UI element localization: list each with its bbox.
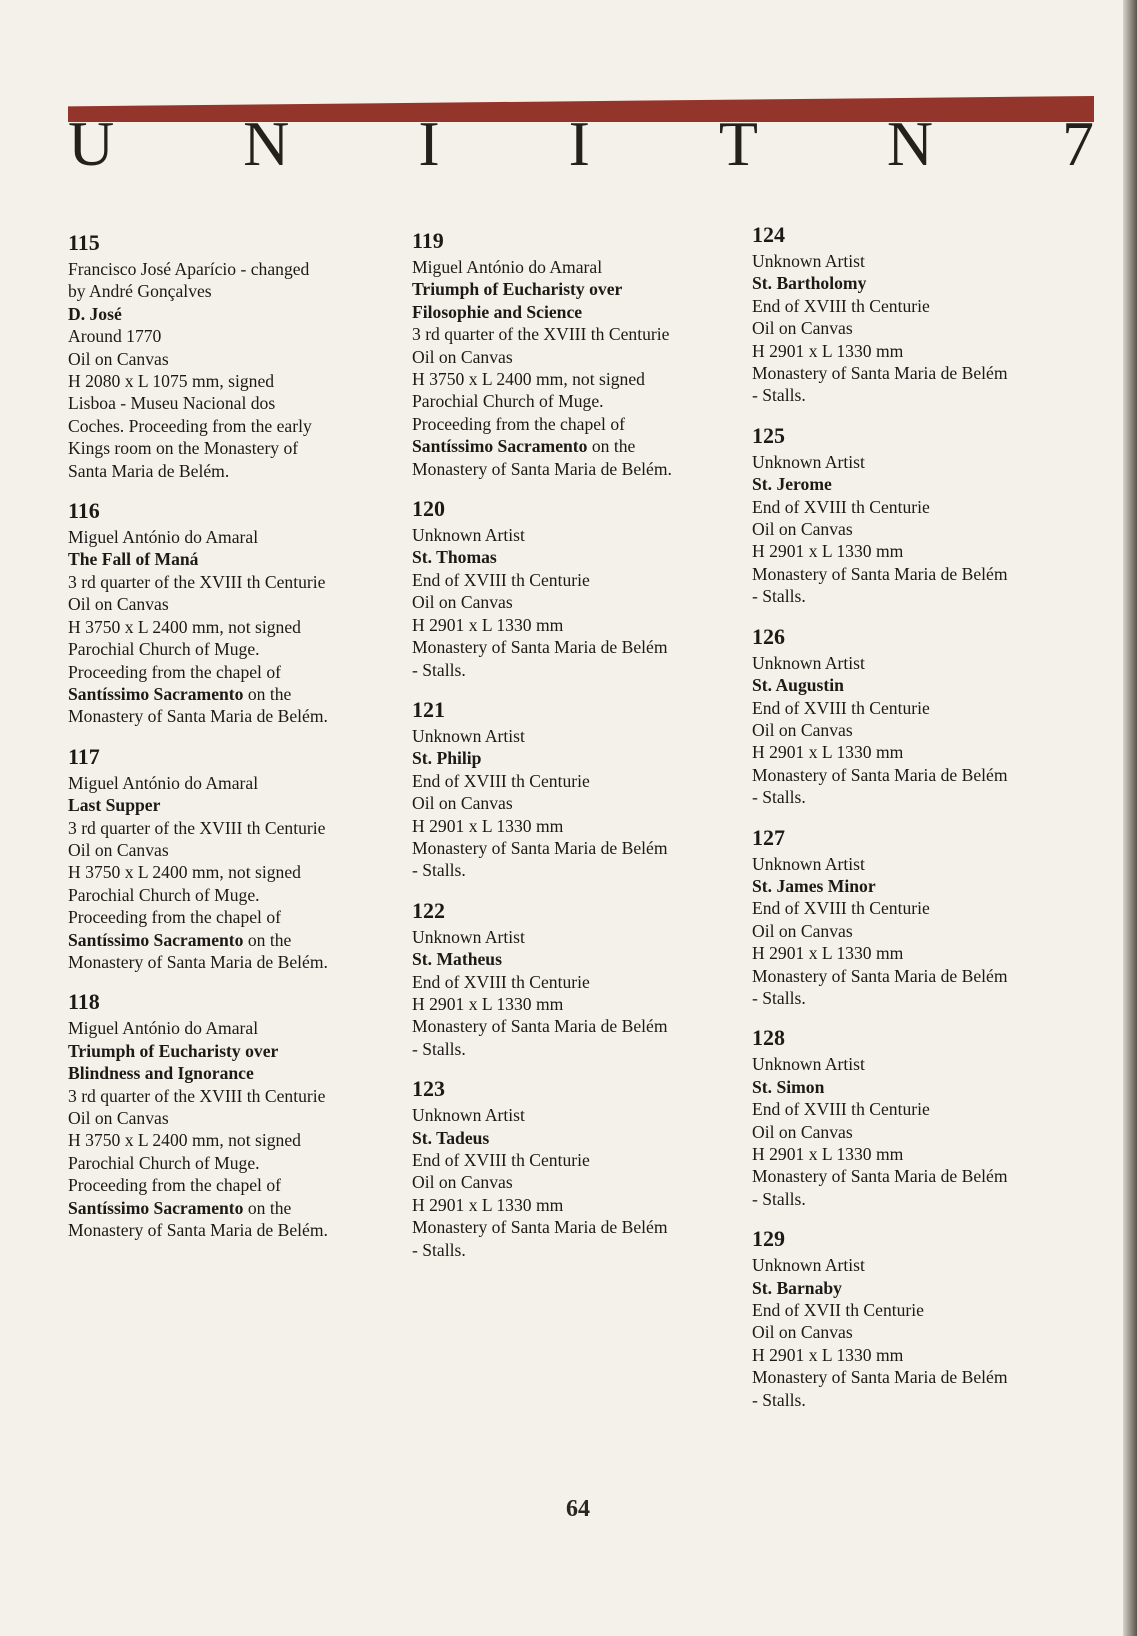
entry-line: Oil on Canvas <box>412 346 513 367</box>
entry-line: Monastery of Santa Maria de Belém. <box>68 951 328 972</box>
entry-line: H 3750 x L 2400 mm, not signed <box>68 1130 301 1151</box>
entry-line-rest: on the <box>243 683 292 704</box>
entry-line-rest: on the <box>243 929 292 950</box>
entry-line: - Stalls. <box>412 659 466 680</box>
unit-letter: N <box>243 108 290 179</box>
entry-number: 118 <box>68 989 100 1015</box>
entry-line: Unknown Artist <box>752 1054 865 1075</box>
entry-line: Oil on Canvas <box>752 519 853 540</box>
entry-line: H 3750 x L 2400 mm, not signed <box>68 616 301 637</box>
entry-line: - Stalls. <box>752 1389 806 1410</box>
entry-line: - Stalls. <box>412 1239 466 1260</box>
entry-line: Francisco José Aparício - changed <box>68 259 310 279</box>
entry-line: H 2901 x L 1330 mm <box>752 1144 904 1164</box>
entry-number: 115 <box>68 230 100 255</box>
unit-letter: I <box>418 108 440 179</box>
entry-line: Oil on Canvas <box>68 348 169 369</box>
entry-line: - Stalls. <box>752 787 806 808</box>
entry-line: Unknown Artist <box>412 525 525 546</box>
entry-line: Monastery of Santa Maria de Belém <box>752 563 1008 584</box>
entry-line: H 2901 x L 1330 mm <box>412 614 564 635</box>
catalogue-entry <box>752 222 1072 407</box>
entry-line: Monastery of Santa Maria de Belém <box>752 1367 1008 1388</box>
entry-line: Unknown Artist <box>752 853 865 874</box>
entry-number: 116 <box>68 498 100 524</box>
entry-line: Miguel António do Amaral <box>68 1018 259 1039</box>
unit-letter: U <box>68 108 115 179</box>
entry-line: H 2901 x L 1330 mm <box>412 1194 564 1215</box>
entry-line: Monastery of Santa Maria de Belém. <box>412 458 672 479</box>
artwork-title: Filosophie and Science <box>412 301 583 322</box>
entry-line-bold: Santíssimo Sacramento <box>68 1197 244 1218</box>
entry-line: Proceeding from the chapel of <box>68 1175 281 1196</box>
entry-line: - Stalls. <box>752 987 806 1008</box>
unit-letter: I <box>568 108 590 179</box>
artwork-title: St. Jerome <box>752 474 832 495</box>
entry-line: Proceeding from the chapel of <box>68 907 281 928</box>
entry-line: - Stalls. <box>752 1188 806 1209</box>
entry-line: Monastery of Santa Maria de Belém <box>752 965 1008 986</box>
entry-line: Oil on Canvas <box>752 1322 853 1343</box>
artwork-title: Triumph of Eucharisty over <box>68 1040 279 1061</box>
entry-line: Kings room on the Monastery of <box>68 438 299 459</box>
entry-line: Oil on Canvas <box>752 1121 853 1142</box>
entry-line: Proceeding from the chapel of <box>412 413 625 434</box>
page-edge-shadow <box>1123 0 1137 1636</box>
catalogue-entry <box>412 228 742 480</box>
entry-number: 123 <box>412 1076 445 1102</box>
entry-line <box>412 435 742 457</box>
entry-line: End of XVIII th Centurie <box>412 1150 590 1170</box>
entry-line: Miguel António do Amaral <box>68 527 259 548</box>
artwork-title: Last Supper <box>68 795 161 816</box>
catalogue-column-2 <box>412 228 742 1277</box>
entry-number: 117 <box>68 743 100 769</box>
catalogue-entry <box>752 1025 1072 1210</box>
entry-line: 3 rd quarter of the XVIII th Centurie <box>412 324 670 345</box>
entry-line: End of XVIII th Centurie <box>752 697 930 718</box>
entry-line: Around 1770 <box>68 326 162 347</box>
entry-line: Oil on Canvas <box>68 1108 169 1128</box>
artwork-title: St. Philip <box>412 748 482 769</box>
entry-number: 126 <box>752 623 785 649</box>
catalogue-entry <box>752 423 1072 608</box>
entry-line: - Stalls. <box>752 385 806 406</box>
entry-line: End of XVIII th Centurie <box>752 496 930 517</box>
entry-line: Monastery of Santa Maria de Belém <box>412 1016 668 1037</box>
artwork-title: St. Barnaby <box>752 1277 842 1298</box>
entry-line: End of XVIII th Centurie <box>752 1099 930 1120</box>
entry-line: - Stalls. <box>412 1038 466 1059</box>
entry-line: H 2080 x L 1075 mm, signed <box>68 371 275 392</box>
artwork-title: St. Tadeus <box>412 1127 490 1148</box>
catalogue-column-3 <box>752 222 1072 1427</box>
entry-line: Oil on Canvas <box>752 719 853 740</box>
unit-letter: N <box>886 108 934 179</box>
entry-number: 128 <box>752 1025 785 1051</box>
entry-line: Miguel António do Amaral <box>68 772 259 793</box>
unit-letter: 7 <box>1062 108 1094 179</box>
entry-number: 129 <box>752 1226 785 1252</box>
entry-line: End of XVIII th Centurie <box>412 770 590 791</box>
entry-line: Unknown Artist <box>752 451 865 472</box>
entry-line <box>68 929 398 951</box>
entry-line: Monastery of Santa Maria de Belém <box>752 764 1008 785</box>
entry-number: 120 <box>412 496 445 522</box>
catalogue-entry <box>412 1076 742 1261</box>
artwork-title: St. Matheus <box>412 949 502 970</box>
catalogue-entry <box>412 697 742 882</box>
entry-line: H 2901 x L 1330 mm <box>752 541 904 562</box>
entry-line: Unknown Artist <box>412 725 525 746</box>
catalogue-entry <box>68 744 398 974</box>
entry-line: Lisboa - Museu Nacional dos <box>68 393 276 414</box>
entry-line: Oil on Canvas <box>752 920 853 941</box>
entry-line: End of XVIII th Centurie <box>752 898 930 919</box>
entry-line: Monastery of Santa Maria de Belém <box>412 1217 668 1238</box>
artwork-title: The Fall of Maná <box>68 549 199 570</box>
entry-line: 3 rd quarter of the XVIII th Centurie <box>68 817 326 838</box>
entry-line: Monastery of Santa Maria de Belém. <box>68 1220 328 1241</box>
entry-line: Coches. Proceeding from the early <box>68 415 312 436</box>
entry-line: Parochial Church of Muge. <box>412 391 604 412</box>
entry-line: Unknown Artist <box>412 1105 525 1126</box>
entry-line-rest: on the <box>243 1197 292 1218</box>
entry-line: Unknown Artist <box>752 251 865 271</box>
catalogue-column-1 <box>68 230 398 1257</box>
artwork-title: D. José <box>68 303 122 324</box>
unit-letter: T <box>718 108 758 179</box>
entry-number: 122 <box>412 897 445 923</box>
entry-line: Proceeding from the chapel of <box>68 661 281 682</box>
entry-line: Miguel António do Amaral <box>412 257 603 277</box>
catalogue-entry <box>752 624 1072 809</box>
artwork-title: St. Thomas <box>412 547 497 568</box>
entry-line: Monastery of Santa Maria de Belém. <box>68 706 328 727</box>
entry-line: 3 rd quarter of the XVIII th Centurie <box>68 571 326 592</box>
entry-line: Monastery of Santa Maria de Belém <box>412 837 668 858</box>
catalogue-entry <box>68 498 398 728</box>
entry-line: H 2901 x L 1330 mm <box>752 742 904 763</box>
entry-line: by André Gonçalves <box>68 281 212 302</box>
entry-line: Parochial Church of Muge. <box>68 639 260 660</box>
entry-line: H 2901 x L 1330 mm <box>752 340 904 361</box>
entry-line: H 3750 x L 2400 mm, not signed <box>412 369 645 390</box>
unit-title <box>68 106 1094 179</box>
entry-line: H 2901 x L 1330 mm <box>412 815 564 836</box>
catalogue-entry <box>68 989 398 1241</box>
entry-line-bold: Santíssimo Sacramento <box>68 683 244 704</box>
entry-line: Oil on Canvas <box>412 592 513 613</box>
entry-line: Unknown Artist <box>412 926 525 947</box>
catalogue-entry <box>752 1226 1072 1411</box>
artwork-title: St. Augustin <box>752 675 844 696</box>
artwork-title: St. James Minor <box>752 875 876 896</box>
entry-line: Oil on Canvas <box>752 318 853 339</box>
entry-line: - Stalls. <box>412 860 466 881</box>
entry-line: - Stalls. <box>752 586 806 607</box>
entry-line: Oil on Canvas <box>412 1172 513 1193</box>
entry-line: H 2901 x L 1330 mm <box>412 993 564 1014</box>
entry-line-rest: on the <box>587 436 636 457</box>
entry-line: Oil on Canvas <box>68 839 169 860</box>
entry-line: End of XVIII th Centurie <box>752 295 930 316</box>
artwork-title: St. Bartholomy <box>752 273 867 294</box>
entry-line: End of XVIII th Centurie <box>412 569 590 590</box>
entry-number: 124 <box>752 222 785 247</box>
entry-number: 119 <box>412 228 444 253</box>
catalogue-entry <box>68 230 398 482</box>
artwork-title: St. Simon <box>752 1076 825 1097</box>
entry-line: Unknown Artist <box>752 1255 865 1276</box>
entry-line <box>68 1197 398 1219</box>
entry-line: H 3750 x L 2400 mm, not signed <box>68 862 301 883</box>
entry-line: Oil on Canvas <box>412 793 513 814</box>
catalogue-entry <box>412 898 742 1060</box>
entry-line: Monastery of Santa Maria de Belém <box>752 1166 1008 1187</box>
entry-line: H 2901 x L 1330 mm <box>752 1344 904 1365</box>
entry-line: End of XVIII th Centurie <box>412 971 590 992</box>
entry-line: Parochial Church of Muge. <box>68 1152 260 1173</box>
entry-line: Unknown Artist <box>752 652 865 673</box>
entry-line: H 2901 x L 1330 mm <box>752 943 904 964</box>
entry-line-bold: Santíssimo Sacramento <box>412 436 588 457</box>
entry-line: Parochial Church of Muge. <box>68 884 260 905</box>
entry-line: Monastery of Santa Maria de Belém <box>412 637 668 658</box>
entry-line <box>68 683 398 705</box>
entry-number: 121 <box>412 696 445 722</box>
page-number: 64 <box>566 1496 590 1522</box>
artwork-title: Triumph of Eucharisty over <box>412 279 623 300</box>
entry-number: 127 <box>752 824 785 850</box>
catalogue-entry <box>412 496 742 681</box>
entry-line-bold: Santíssimo Sacramento <box>68 929 244 950</box>
artwork-title: Blindness and Ignorance <box>68 1063 254 1084</box>
entry-number: 125 <box>752 422 785 448</box>
catalogue-entry <box>752 825 1072 1010</box>
entry-line: End of XVII th Centurie <box>752 1300 924 1321</box>
entry-line: Monastery of Santa Maria de Belém <box>752 363 1008 384</box>
entry-line: Oil on Canvas <box>68 594 169 615</box>
entry-line: 3 rd quarter of the XVIII th Centurie <box>68 1085 326 1106</box>
entry-line: Santa Maria de Belém. <box>68 460 230 481</box>
